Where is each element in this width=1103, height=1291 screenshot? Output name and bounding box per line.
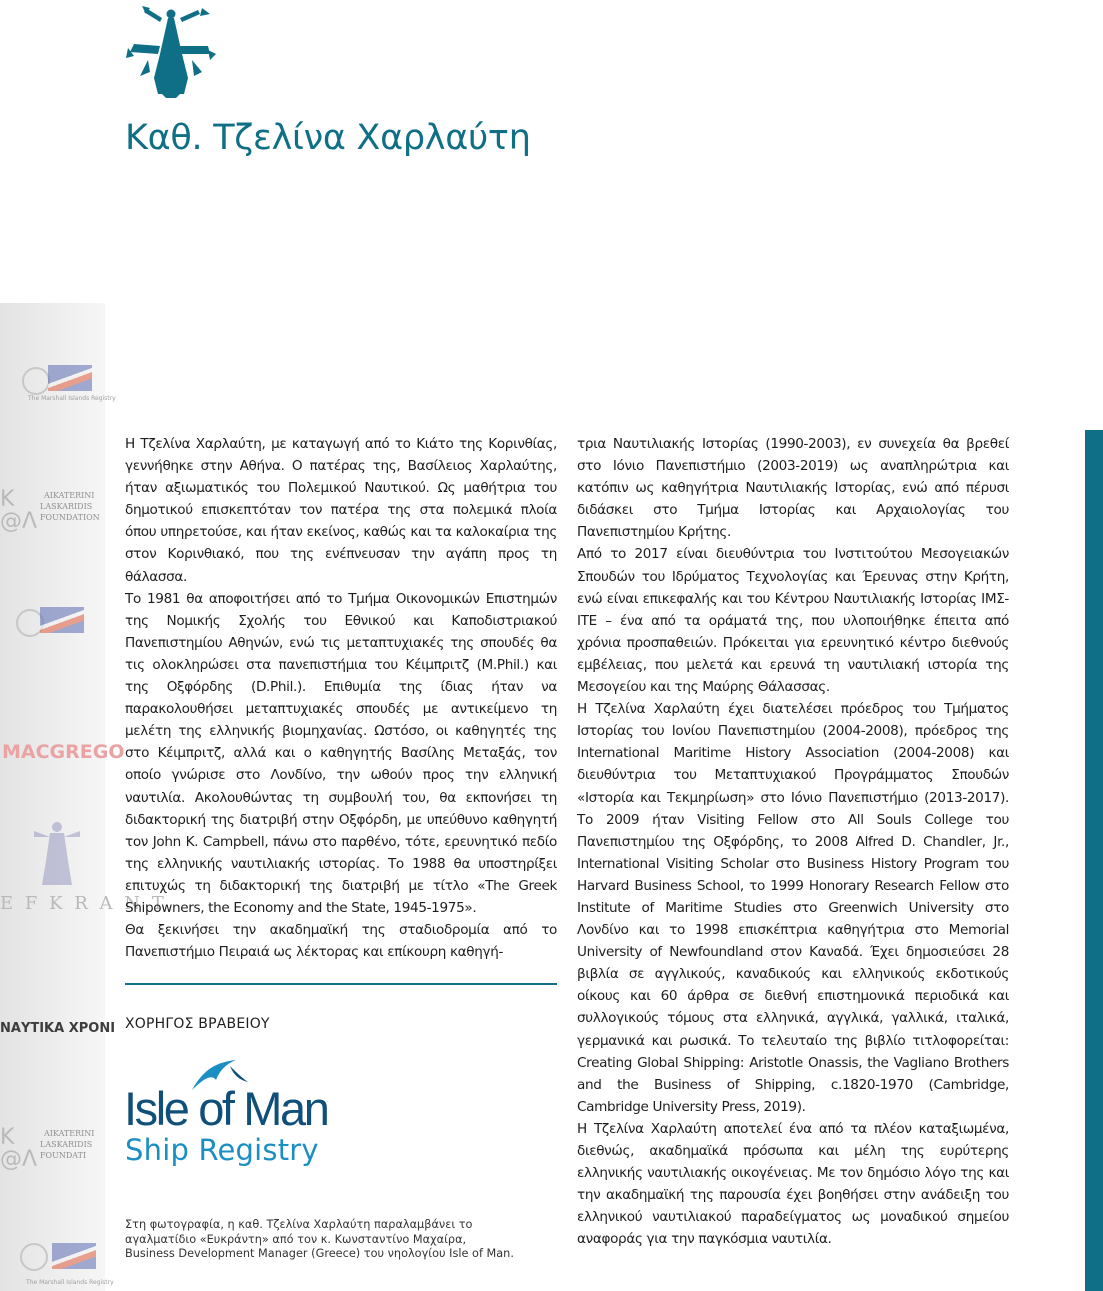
caption-line: Στη φωτογραφία, η καθ. Τζελίνα Χαρλαύτη παραλαμβάνει το: [125, 1218, 473, 1231]
paragraph: τρια Ναυτιλιακής Ιστορίας (1990-2003), εν συνεχεία θα βρεθεί στο Ιόνιο Πανεπιστήμιο (2003-2019) ως αναπληρώτρια και κατόπιν ως καθηγήτρια Ναυτιλιακής Ιστορίας, ενώ από πέρυσι διδάσκει στο Τμήμα Ιστορίας και Αρχαιολογίας του Πανεπιστημίου Κρήτης.: [577, 436, 1009, 541]
marshall-islands-flag-icon: [48, 365, 92, 391]
backdrop-label: LASKARIDIS: [40, 1140, 93, 1149]
caption-line: Business Development Manager (Greece) του νηολογίου Isle of Man.: [125, 1247, 514, 1260]
sponsor-logo-title: Isle of Man: [124, 1082, 328, 1135]
photo-caption: [125, 1218, 555, 1262]
paragraph: Θα ξεκινήσει την ακαδημαϊκή της σταδιοδρομία από το Πανεπιστήμιο Πειραιά ως λέκτορας και επίκουρη καθηγή-: [125, 922, 557, 961]
backdrop-label: Κ: [0, 1125, 15, 1150]
paragraph: Η Τζελίνα Χαρλαύτη αποτελεί ένα από τα πλέον καταξιωμένα, διεθνώς, ακαδημαϊκά πρόσωπα και μέλη της ευρύτερης ελληνικής ναυτιλιακής οικογένειας. Με τον δημόσιο λόγο της και την ακαδημαϊκή της παρουσία έχει βοηθήσει στην ανάδειξη του ελληνικού ναυτιλιακού παραδείγματος ως μοναδικού σημείου αναφοράς για την παγκόσμια ναυτιλία.: [577, 1120, 1009, 1248]
marshall-islands-flag-icon: [52, 1243, 96, 1269]
backdrop-label: ΝΑΥΤΙΚΑ ΧΡΟΝΙ: [0, 1021, 116, 1036]
paragraph: Από το 2017 είναι διευθύντρια του Ινστιτούτου Μεσογειακών Σπουδών του Ιδρύματος Τεχνολογίας και Έρευνας στην Κρήτη, ενώ είναι επικεφαλής και του Κέντρου Ναυτιλιακής Ιστορίας ΙΜΣ-ΙΤΕ – ένα από τα οράματά της, που υλοποιήθηκε έπειτα από χρόνια προσπαθειών. Πρόκειται για ερευνητικό κέντρο διεθνούς εμβέλειας, που μελετά και ερευνά τη ναυτιλιακή ιστορία της Μεσογείου και της Μαύρης Θάλασσας.: [577, 546, 1009, 696]
paragraph: Η Τζελίνα Χαρλαύτη, με καταγωγή από το Κιάτο της Κορινθίας, γεννήθηκε στην Αθήνα. Ο πατέρας της, Βασίλειος Χαρλαύτης, ήταν αξιωματικός του Πολεμικού Ναυτικού. Ως μαθήτρια του δημοτικού επισκεπτόταν τον πατέρα της στα πολεμικά πλοία όπου υπηρετούσε, και ήταν εκείνος, καθώς και τα καλοκαίρια της στον Κορινθιακό, που της ενέπνευσαν την αγάπη προς τη θάλασσα.: [125, 436, 557, 585]
marshall-islands-flag-icon: [40, 607, 84, 633]
page-title: Καθ. Τζελίνα Χαρλαύτη: [125, 118, 531, 158]
backdrop-label: Κ: [0, 487, 15, 512]
backdrop-label: FOUNDATI: [40, 1151, 87, 1160]
article-column-left: [125, 433, 557, 963]
registry-seal-icon: [20, 1243, 48, 1271]
sponsor-logo-subtitle: Ship Registry: [125, 1133, 319, 1167]
backdrop-label: @Λ: [0, 509, 38, 534]
backdrop-label: MACGREGO: [2, 741, 125, 763]
backdrop-label: AIKATERINI: [44, 1129, 95, 1138]
accent-bar: [1085, 430, 1103, 1291]
section-divider: [125, 983, 557, 985]
statuette-icon: [32, 821, 82, 891]
backdrop-label: AIKATERINI: [44, 491, 95, 500]
backdrop-label: LASKARIDIS: [40, 502, 93, 511]
sponsor-label: ΧΟΡΗΓΟΣ ΒΡΑΒΕΙΟΥ: [125, 1016, 270, 1032]
backdrop-label: The Marshall Islands Registry: [26, 1279, 114, 1286]
article-column-right: [577, 433, 1009, 1250]
caption-line: αγαλματίδιο «Ευκράντη» από τον κ. Κωνσταντίνο Μαχαίρα,: [125, 1232, 467, 1246]
paragraph: Το 1981 θα αποφοιτήσει από το Τμήμα Οικονομικών Επιστημών της Νομικής Σχολής του Εθνικού και Καποδιστριακού Πανεπιστημίου Αθηνών, ενώ τις μεταπτυχιακές της σπουδές θα τις ολοκληρώσει στα πανεπιστήμια του Κέιμπριτζ (M.Phil.) και της Οξφόρδης (D.Phil.). Επιθυμία της ίδιας ήταν να παρακολουθήσει μεταπτυχιακές σπουδές με αντικείμενο τη μελέτη της ελληνικής βιομηχανίας. Ωστόσο, οι καθηγητές της στο Κέιμπριτζ, αλλά και ο καθηγητής Βασίλης Μεταξάς, τον οποίο γνώρισε στο Λονδίνο, την ωθούν προς την ελληνική ναυτιλία. Ακολουθώντας τη συμβουλή του, θα εκπονήσει τη διδακτορική της διατριβή στην Οξφόρδη, με υπεύθυνο καθηγητή τον John K. Campbell, πάνω στο παρθένο, τότε, ερευνητικό πεδίο της ελληνικής ναυτιλιακής ιστορίας. Το 1988 θα υποστηρίξει επιτυχώς τη διδακτορική της διατριβή με τίτλο «The Greek Shipowners, the Economy and the State, 1945-1975».: [125, 590, 557, 916]
backdrop-label: E F K R A N T: [0, 893, 167, 914]
backdrop-photo: [0, 303, 167, 1291]
backdrop-label: The Marshall Islands Registry: [28, 395, 116, 402]
eukranti-statuette-icon: [124, 6, 216, 98]
registry-seal-icon: [22, 367, 50, 395]
paragraph: Η Τζελίνα Χαρλαύτη έχει διατελέσει πρόεδρος του Τμήματος Ιστορίας του Ιονίου Πανεπιστημίου (2004-2008), πρόεδρος της International Maritime History Association (2004-2008) και διευθύντρια του Μεταπτυχιακού Προγράμματος Σπουδών «Ιστορία και Τεκμηρίωση» στο Ιόνιο Πανεπιστήμιο (2013-2017). Το 2009 ήταν Visiting Fellow στο All Souls College του Πανεπιστημίου της Οξφόρδης, το 2008 Alfred D. Chandler, Jr., International Visiting Scholar στο Business History Program του Harvard Business School, το 1999 Honorary Research Fellow στο Institute of Maritime Studies στο Greenwich University στο Λονδίνο και το 1998 επισκέπτρια καθηγήτρια στο Memorial University of Newfoundland στον Καναδά. Έχει δημοσιεύσει 28 βιβλία σε αγγλικούς, καναδικούς και ελληνικούς εκδοτικούς οίκους και 60 άρθρα σε διεθνή επιστημονικά περιοδικά και συλλογικούς τόμους στα ελληνικά, αγγλικά, γαλλικά, ιταλικά, γερμανικά και ρωσικά. Το τελευταίο της βιβλίο τιτλοφορείται: Creating Global Shipping: Aristotle Onassis, the Vagliano Brothers and the Business of Shipping, c.1820-1970 (Cambridge, Cambridge University Press, 2019).: [577, 701, 1009, 1115]
backdrop-label: FOUNDATION: [40, 513, 100, 522]
backdrop-label: @Λ: [0, 1147, 38, 1172]
